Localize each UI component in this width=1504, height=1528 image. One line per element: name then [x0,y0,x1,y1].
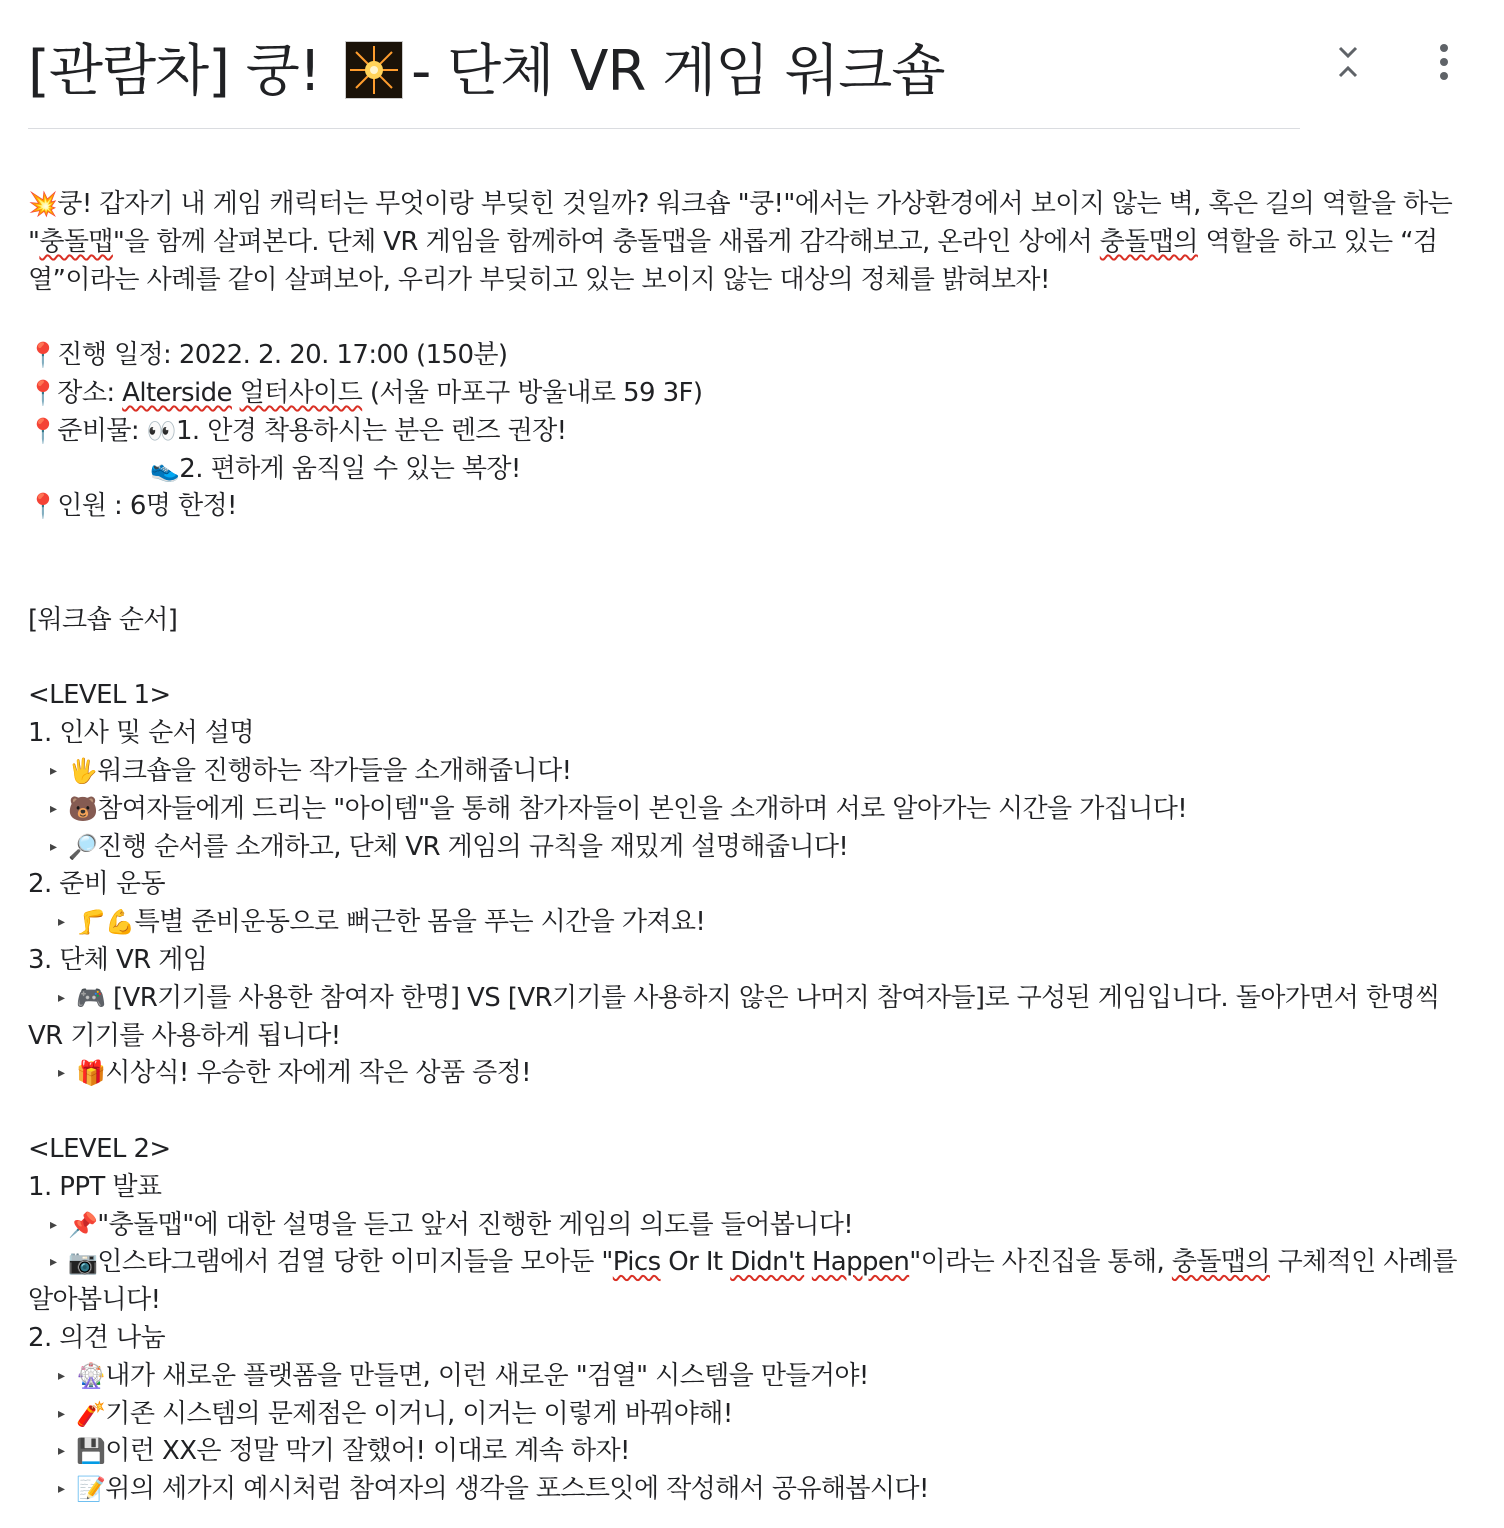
bullet-triangle-icon: ▸ [50,838,57,855]
bullet-triangle-icon: ▸ [58,914,65,931]
magnifier-icon: 🔎 [68,832,98,861]
level2-step1: 1. PPT 발표 [28,1171,162,1202]
list-item-continued: VR 기기를 사용하게 됩니다! [28,1020,341,1051]
info-schedule: 📍진행 일정: 2022. 2. 20. 17:00 (150분) [28,340,508,371]
shoe-icon: 👟 [150,454,180,483]
bullet-triangle-icon: ▸ [50,762,57,779]
list-item: ▸ 🔎진행 순서를 소개하고, 단체 VR 게임의 규칙을 재밌게 설명해줍니다! [28,829,1474,867]
info-preparation: 📍준비물: 👀1. 안경 착용하시는 분은 렌즈 권장! [28,413,1474,451]
explosion-icon [345,41,403,99]
list-item: ▸ 🎮 [VR기기를 사용한 참여자 한명] VS [VR기기를 사용하지 않은 나머지 참여자들]로 구성된 게임입니다. 돌아가면서 한명씩 [28,980,1474,1018]
list-item: ▸ 💾이런 XX은 정말 막기 잘했어! 이대로 계속 하자! [28,1433,1474,1471]
ferris-wheel-icon: 🎡 [76,1361,106,1390]
intro-paragraph: 💥쿵! 갑자기 내 게임 캐릭터는 무엇이랑 부딪힌 것일까? 워크숍 "쿵!"에서는 가상환경에서 보이지 않는 벽, 혹은 길의 역할을 하는 "충돌맵"을 함께 살펴본다. 단체 VR 게임을 함께하여 충돌맵을 새롭게 감각해보고, 온라인 상에서 충돌맵의 역할을 하고 있는 “검열”이라는 사례를 같이 살펴보아, 우리가 부딪히고 있는 보이지 않는 대상의 정체를 밝혀보자! [28,186,1474,299]
list-item: ▸ 📌"충돌맵"에 대한 설명을 듣고 앞서 진행한 게임의 의도를 들어봅니다! [28,1207,1474,1245]
info-place: 📍장소: Alterside 얼터사이드 (서울 마포구 방울내로 59 3F) [28,377,703,408]
bullet-triangle-icon: ▸ [58,1405,65,1422]
more-options-button[interactable] [1424,40,1464,84]
list-item: ▸ 📝위의 세가지 예시처럼 참여자의 생각을 포스트잇에 작성해서 공유해봅시다! [28,1471,1474,1509]
firecracker-icon: 🧨 [76,1399,106,1428]
info-preparation-2: 👟2. 편하게 움직일 수 있는 복장! [28,451,1474,489]
level1-step3: 3. 단체 VR 게임 [28,944,208,975]
gamepad-icon: 🎮 [76,983,106,1012]
floppy-disk-icon: 💾 [76,1437,106,1466]
bullet-triangle-icon: ▸ [50,1254,57,1271]
bear-icon: 🐻 [68,794,98,823]
document-body[interactable] [28,186,1474,1509]
level1-step2: 2. 준비 운동 [28,869,166,900]
list-item: ▸ 🐻참여자들에게 드리는 "아이템"을 통해 참가자들이 본인을 소개하며 서로 알아가는 시간을 가집니다! [28,791,1474,829]
spellcheck-word[interactable]: Alterside [122,377,232,408]
collision-icon: 💥 [28,190,58,218]
more-vertical-icon [1438,42,1450,82]
info-people: 📍인원 : 6명 한정! [28,491,237,522]
bullet-triangle-icon: ▸ [58,1481,65,1498]
bullet-triangle-icon: ▸ [58,1443,65,1460]
level1-heading: <LEVEL 1> [28,680,171,711]
eyes-icon: 👀 [146,416,176,445]
spellcheck-word[interactable]: 얼터사이드 [239,377,363,408]
gift-icon: 🎁 [76,1059,106,1088]
pin-icon: 📍 [28,378,58,407]
pin-icon: 📍 [28,341,58,370]
pin-icon: 📍 [28,416,58,445]
list-item: ▸ 🎡내가 새로운 플랫폼을 만들면, 이런 새로운 "검열" 시스템을 만들거야! [28,1358,1474,1396]
leg-arm-icon: 🦵💪 [76,908,135,937]
collapse-button[interactable] [1328,40,1368,84]
memo-icon: 📝 [76,1475,106,1504]
pushpin-icon: 📌 [68,1210,98,1239]
spellcheck-word[interactable]: 충돌맵의 [1099,226,1198,257]
bullet-triangle-icon: ▸ [50,800,57,817]
list-item-continued: 알아봅니다! [28,1285,161,1316]
list-item: ▸ 🦵💪특별 준비운동으로 뻐근한 몸을 푸는 시간을 가져요! [28,904,1474,942]
level1-step1: 1. 인사 및 순서 설명 [28,718,254,749]
list-item: ▸ 🎁시상식! 우승한 자에게 작은 상품 증정! [28,1055,1474,1093]
bullet-triangle-icon: ▸ [58,1065,65,1082]
pin-icon: 📍 [28,492,58,521]
page-title [28,36,944,108]
bullet-triangle-icon: ▸ [58,1367,65,1384]
hand-icon: 🖐 [68,756,98,785]
bullet-triangle-icon: ▸ [50,1216,57,1233]
bullet-triangle-icon: ▸ [58,989,65,1006]
list-item: ▸ 🧨기존 시스템의 문제점은 이거니, 이거는 이렇게 바꿔야해! [28,1396,1474,1434]
document-header [28,28,1300,129]
title-prefix: [관람차] 쿵! [28,39,338,104]
spellcheck-word[interactable]: Happen [811,1247,910,1278]
list-item: ▸ 📷인스타그램에서 검열 당한 이미지들을 모아둔 "Pics Or It Didn't Happen"이라는 사진집을 통해, 충돌맵의 구체적인 사례를 [28,1244,1474,1282]
camera-icon: 📷 [68,1248,98,1277]
order-heading: [워크숍 순서] [28,604,178,635]
level2-heading: <LEVEL 2> [28,1133,171,1164]
list-item: ▸ 🖐워크숍을 진행하는 작가들을 소개해줍니다! [28,753,1474,791]
level2-step2: 2. 의견 나눔 [28,1322,166,1353]
spellcheck-word[interactable]: Pics [612,1247,661,1278]
spellcheck-word[interactable]: 충돌맵의 [1171,1247,1270,1278]
spellcheck-word[interactable]: Didn't [730,1247,805,1278]
unfold-less-icon [1336,42,1360,82]
spellcheck-word[interactable]: 충돌맵 [39,226,113,257]
title-suffix: - 단체 VR 게임 워크숍 [411,39,945,104]
